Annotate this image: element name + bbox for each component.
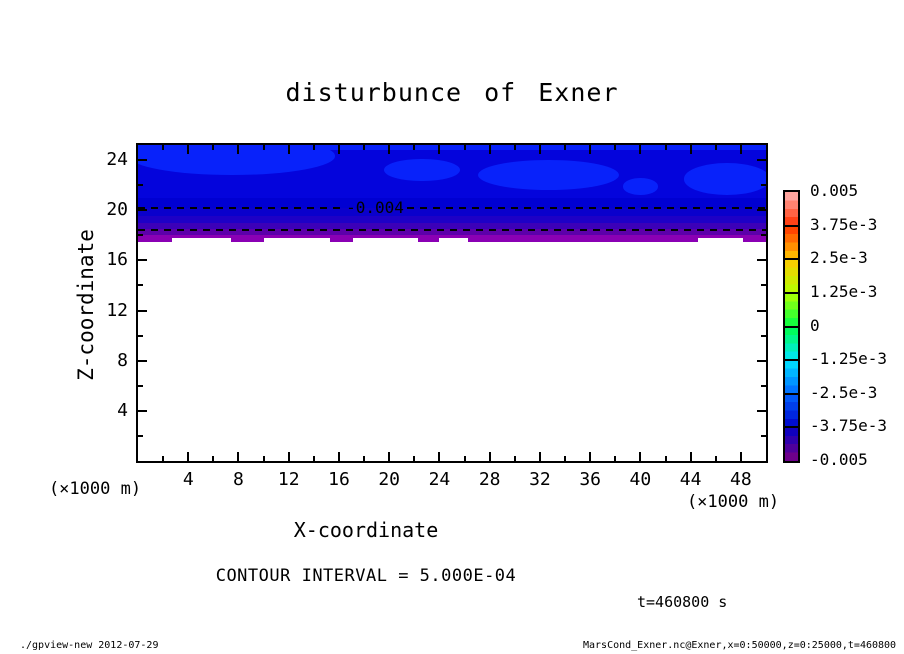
- y-major-tick: [138, 209, 147, 211]
- x-axis-title: X-coordinate: [293, 518, 439, 542]
- x-minor-tick: [665, 456, 667, 461]
- y-minor-tick: [138, 284, 143, 286]
- y-tick-label: 4: [117, 399, 128, 421]
- x-tick-label: 36: [579, 469, 601, 490]
- x-minor-tick: [715, 145, 717, 150]
- x-major-tick: [237, 452, 239, 461]
- x-major-tick: [740, 145, 742, 154]
- colorbar-separator: [785, 426, 798, 428]
- time-annotation: t=460800 s: [637, 593, 728, 611]
- x-minor-tick: [212, 456, 214, 461]
- x-major-tick: [639, 452, 641, 461]
- x-minor-tick: [363, 145, 365, 150]
- x-minor-tick: [614, 145, 616, 150]
- y-minor-tick: [138, 385, 143, 387]
- y-tick-label: 12: [106, 299, 128, 321]
- colorbar-tick-label: 1.25e-3: [810, 281, 878, 301]
- contour-fill-band: [138, 208, 766, 217]
- x-minor-tick: [263, 145, 265, 150]
- x-minor-tick: [162, 145, 164, 150]
- contour-interval-note: CONTOUR INTERVAL = 5.000E-04: [215, 566, 517, 586]
- x-major-tick: [690, 145, 692, 154]
- y-minor-tick: [761, 335, 766, 337]
- x-tick-label: 28: [478, 469, 501, 490]
- x-minor-tick: [212, 145, 214, 150]
- x-minor-tick: [363, 456, 365, 461]
- colorbar-tick-label: 3.75e-3: [810, 214, 878, 234]
- y-major-tick: [757, 259, 766, 261]
- colorbar: [783, 190, 800, 463]
- x-tick-label: 32: [529, 469, 551, 490]
- x-minor-tick: [464, 456, 466, 461]
- x-major-tick: [388, 452, 390, 461]
- x-tick-label: 16: [328, 469, 350, 490]
- colorbar-tick-label: 0: [810, 315, 820, 335]
- x-minor-tick: [313, 145, 315, 150]
- x-minor-tick: [162, 456, 164, 461]
- y-minor-tick: [761, 284, 766, 286]
- colorbar-separator: [785, 326, 798, 328]
- y-major-tick: [138, 159, 147, 161]
- y-minor-tick: [761, 184, 766, 186]
- x-tick-label: 12: [277, 469, 300, 490]
- x-major-tick: [288, 452, 290, 461]
- dashed-contour-line: [138, 207, 343, 209]
- light-blue-patch: [384, 159, 459, 182]
- x-major-tick: [489, 452, 491, 461]
- white-boundary-notch: [698, 238, 743, 242]
- x-major-tick: [388, 145, 390, 154]
- y-minor-tick: [138, 435, 143, 437]
- y-minor-tick: [761, 385, 766, 387]
- contour-line-label: -0.004: [346, 198, 404, 217]
- x-tick-label: 48: [730, 469, 752, 490]
- x-minor-tick: [564, 456, 566, 461]
- y-minor-tick: [138, 335, 143, 337]
- x-tick-label: 4: [182, 469, 194, 490]
- colorbar-separator: [785, 258, 798, 260]
- x-tick-label: 8: [233, 469, 244, 490]
- x-major-tick: [187, 145, 189, 154]
- x-major-tick: [237, 145, 239, 154]
- y-major-tick: [757, 410, 766, 412]
- colorbar-separator: [785, 225, 798, 227]
- y-major-tick: [757, 159, 766, 161]
- x-major-tick: [639, 145, 641, 154]
- x-minor-tick: [464, 145, 466, 150]
- x-minor-tick: [413, 456, 415, 461]
- x-major-tick: [338, 452, 340, 461]
- y-axis-title: Z-coordinate: [74, 229, 98, 381]
- y-major-tick: [138, 410, 147, 412]
- plot-title: disturbunce of Exner: [285, 78, 619, 107]
- x-major-tick: [187, 452, 189, 461]
- y-tick-label: 8: [117, 349, 128, 371]
- colorbar-separator: [785, 292, 798, 294]
- y-major-tick: [138, 310, 147, 312]
- white-boundary-notch: [264, 238, 331, 242]
- light-blue-patch: [623, 178, 658, 194]
- y-major-tick: [757, 360, 766, 362]
- y-major-tick: [138, 360, 147, 362]
- footer-command-line: ./gpview-new 2012-07-29: [20, 640, 159, 651]
- x-major-tick: [740, 452, 742, 461]
- x-major-tick: [589, 452, 591, 461]
- x-major-tick: [539, 145, 541, 154]
- x-tick-label: 40: [629, 469, 652, 490]
- y-minor-tick: [138, 184, 143, 186]
- x-major-tick: [338, 145, 340, 154]
- x-minor-tick: [514, 145, 516, 150]
- x-minor-tick: [715, 456, 717, 461]
- x-major-tick: [539, 452, 541, 461]
- light-blue-patch: [684, 163, 766, 194]
- footer-source-info: MarsCond_Exner.nc@Exner,x=0:50000,z=0:25000,t=460800: [583, 640, 897, 651]
- contour-fill-region: [138, 145, 766, 242]
- y-tick-label: 16: [106, 249, 128, 271]
- colorbar-tick-label: -3.75e-3: [810, 416, 888, 436]
- x-tick-label: 20: [378, 469, 401, 490]
- dashed-contour-line: [138, 229, 766, 231]
- white-boundary-notch: [353, 238, 418, 242]
- x-minor-tick: [614, 456, 616, 461]
- y-major-tick: [757, 310, 766, 312]
- x-major-tick: [589, 145, 591, 154]
- colorbar-tick-label: 0.005: [810, 181, 859, 200]
- x-minor-tick: [665, 145, 667, 150]
- white-boundary-notch: [172, 238, 231, 242]
- x-major-tick: [438, 145, 440, 154]
- y-major-tick: [757, 209, 766, 211]
- colorbar-tick-label: 2.5e-3: [810, 248, 868, 268]
- y-axis-unit-note: (×1000 m): [48, 479, 142, 499]
- x-major-tick: [438, 452, 440, 461]
- y-major-tick: [138, 259, 147, 261]
- x-tick-label: 44: [679, 469, 702, 490]
- y-minor-tick: [138, 234, 143, 236]
- y-tick-label: 24: [106, 149, 128, 171]
- colorbar-tick-label: -0.005: [810, 450, 868, 469]
- white-boundary-notch: [439, 238, 468, 242]
- x-axis-unit-note: (×1000 m): [686, 492, 780, 512]
- x-minor-tick: [263, 456, 265, 461]
- x-minor-tick: [564, 145, 566, 150]
- colorbar-tick-label: -2.5e-3: [810, 382, 878, 402]
- x-tick-label: 24: [428, 469, 451, 490]
- plot-frame: [136, 143, 768, 463]
- colorbar-tick-label: -1.25e-3: [810, 349, 888, 369]
- x-minor-tick: [514, 456, 516, 461]
- x-major-tick: [489, 145, 491, 154]
- dashed-contour-line: [407, 207, 766, 209]
- y-minor-tick: [761, 435, 766, 437]
- y-minor-tick: [761, 234, 766, 236]
- light-blue-patch: [478, 160, 619, 190]
- x-major-tick: [288, 145, 290, 154]
- x-major-tick: [690, 452, 692, 461]
- x-minor-tick: [413, 145, 415, 150]
- colorbar-separator: [785, 359, 798, 361]
- x-minor-tick: [313, 456, 315, 461]
- colorbar-separator: [785, 393, 798, 395]
- y-tick-label: 20: [106, 199, 128, 221]
